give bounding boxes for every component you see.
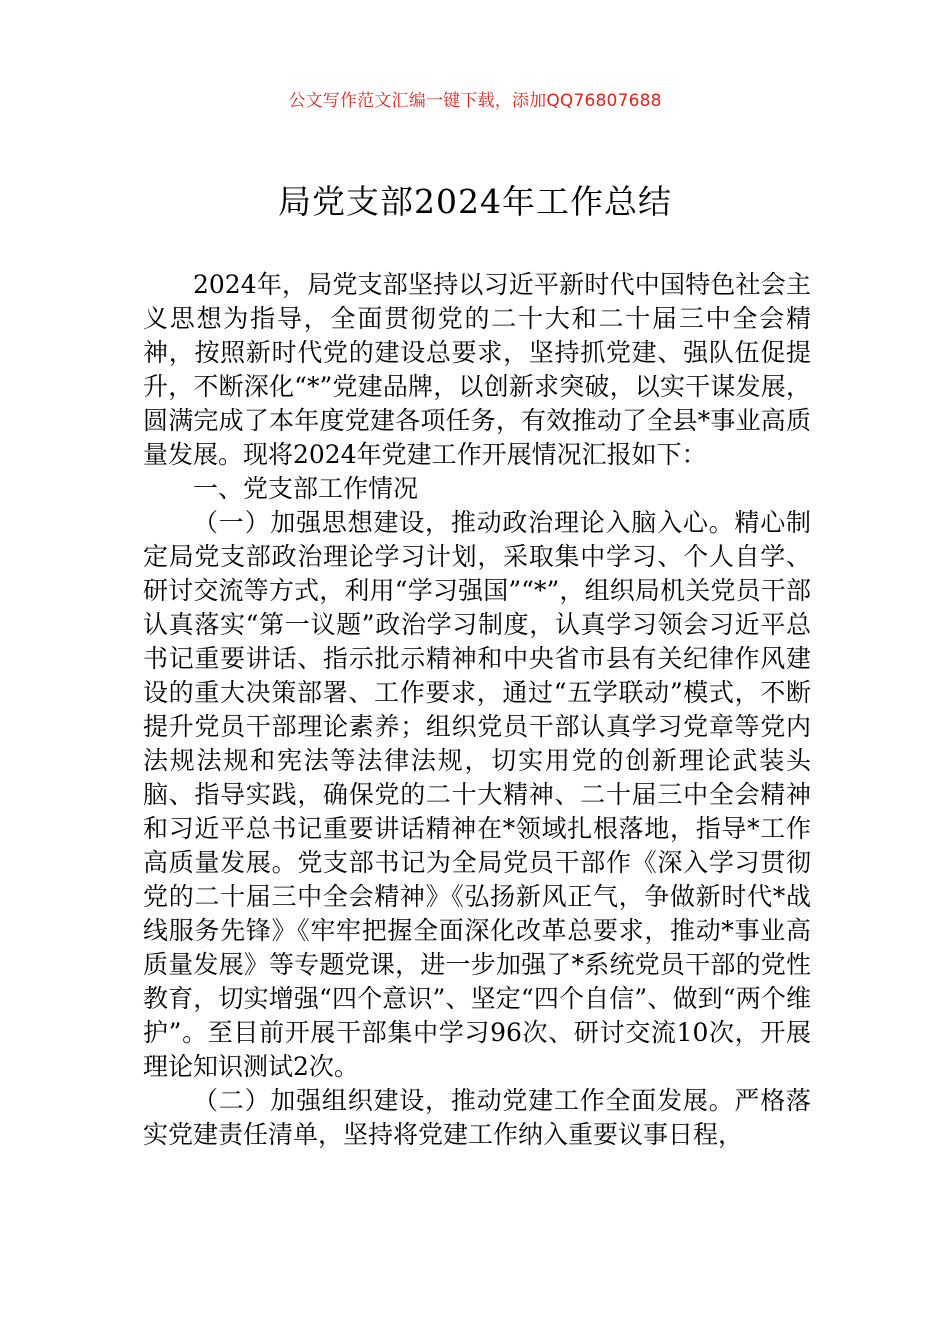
download-promo-note: 公文写作范文汇编一键下载，添加QQ76807688 — [288, 91, 662, 111]
section-heading: 一、党支部工作情况 — [193, 474, 419, 503]
intro-paragraph: 2024年，局党支部坚持以习近平新时代中国特色社会主义思想为指导，全面贯彻党的二十大和二十届三中全会精神，按照新时代党的建设总要求，坚持抓党建、强队伍促提升，不断深化“*”党建品牌，以创新求突破，以实干谋发展，圆满完成了本年度党建各项任务，有效推动了全县*事业高质量发展。现将2024年党建工作开展情况汇报如下： — [143, 270, 811, 469]
document-title: 局党支部2024年工作总结 — [278, 182, 672, 221]
body-paragraph: （一）加强思想建设，推动政治理论入脑入心。精心制定局党支部政治理论学习计划，采取集中学习、个人自学、研讨交流等方式，利用“学习强国”“*”，组织局机关党员干部认真落实“第一议题”政治学习制度，认真学习领会习近平总书记重要讲话、指示批示精神和中央省市县有关纪律作风建设的重大决策部署、工作要求，通过“五学联动”模式，不断提升党员干部理论素养；组织党员干部认真学习党章等党内法规法规和宪法等法律法规，切实用党的创新理论武装头脑、指导实践，确保党的二十大精神、二十届三中全会精神和习近平总书记重要讲话精神在*领域扎根落地，指导*工作高质量发展。党支部书记为全局党员干部作《深入学习贯彻党的二十届三中全会精神》《弘扬新风正气，争做新时代*战线服务先锋》《牢牢把握全面深化改革总要求，推动*事业高质量发展》等专题党课，进一步加强了*系统党员干部的党性教育，切实增强“四个意识”、坚定“四个自信”、做到“两个维护”。至目前开展干部集中学习96次、研讨交流10次，开展理论知识测试2次。 — [143, 508, 811, 1081]
document-body — [143, 268, 811, 1152]
body-paragraph: （二）加强组织建设，推动党建工作全面发展。严格落实党建责任清单，坚持将党建工作纳入重要议事日程， — [143, 1086, 811, 1149]
